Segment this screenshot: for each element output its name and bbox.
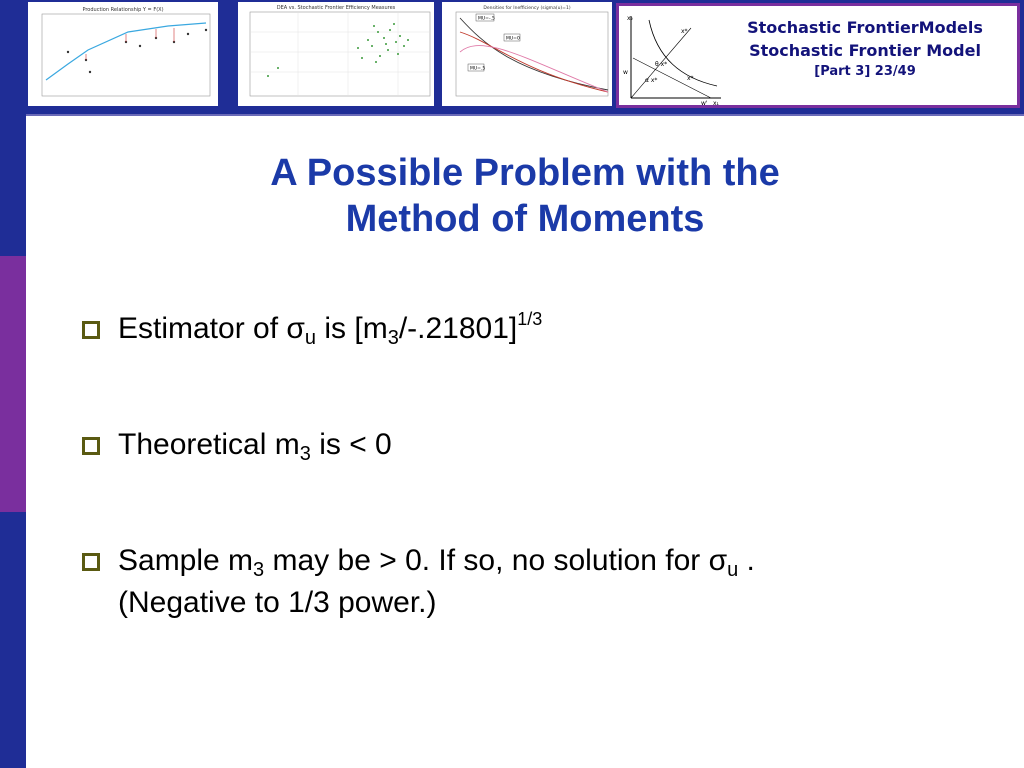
thumb1-title: Production Relationship Y = F(X) bbox=[82, 7, 164, 13]
left-accent-bar bbox=[0, 0, 26, 768]
label-xstar-top: x* bbox=[681, 28, 688, 35]
thumb3-mu-a: MU=-.5 bbox=[478, 16, 495, 22]
bullet-2-text: Theoretical $m_3$ is < 0 bbox=[118, 428, 392, 465]
bullet-marker-icon bbox=[82, 437, 100, 455]
bullet-3-text: Sample $m_3$ may be > 0. If so, no solution for $\sigma_u$ . (Negative to 1/3 power.) bbox=[118, 544, 755, 619]
thumb2-title: DEA vs. Stochastic Frontier Efficiency Measures bbox=[276, 5, 396, 11]
label-theta: θ x* bbox=[655, 61, 668, 68]
slide-title-line-1: A Possible Problem with the bbox=[270, 152, 780, 194]
label-x1: x₁ bbox=[713, 100, 719, 106]
slide-title bbox=[120, 150, 930, 242]
isoquant-diagram bbox=[621, 8, 721, 106]
label-alpha: α x* bbox=[645, 77, 658, 84]
label-w: w bbox=[623, 69, 628, 76]
bullet-marker-icon bbox=[82, 321, 100, 339]
bullet-marker-icon bbox=[82, 553, 100, 571]
left-bar-bottom bbox=[0, 512, 26, 768]
thumbnail-production-chart bbox=[28, 2, 218, 106]
thumbnail-dea-scatter bbox=[238, 2, 434, 106]
header-divider bbox=[26, 114, 1024, 116]
label-x2: x₂ bbox=[627, 15, 633, 22]
course-title: Stochastic FrontierModels bbox=[747, 18, 983, 37]
lecture-title: Stochastic Frontier Model bbox=[749, 41, 981, 60]
thumb3-title: Densities for Inefficiency (sigma(u)=1) bbox=[483, 6, 571, 11]
bullet-1-text: Estimator of $\sigma_u$ is $[m_3/-.21801]^{1/3}$ bbox=[118, 309, 543, 349]
left-bar-top bbox=[0, 0, 26, 256]
slide-counter: [Part 3] 23/49 bbox=[814, 64, 916, 79]
title-box bbox=[616, 3, 1020, 108]
label-xstar-mid: x* bbox=[687, 75, 694, 82]
thumb3-mu-b: MU=0 bbox=[506, 36, 520, 42]
left-bar-middle bbox=[0, 256, 26, 512]
thumbnail-density-curves bbox=[442, 2, 612, 106]
slide-title-line-2: Method of Moments bbox=[345, 198, 705, 240]
thumb3-mu-c: MU=.5 bbox=[470, 66, 486, 72]
title-box-text bbox=[715, 16, 1015, 82]
label-wprime: w' bbox=[701, 100, 708, 106]
